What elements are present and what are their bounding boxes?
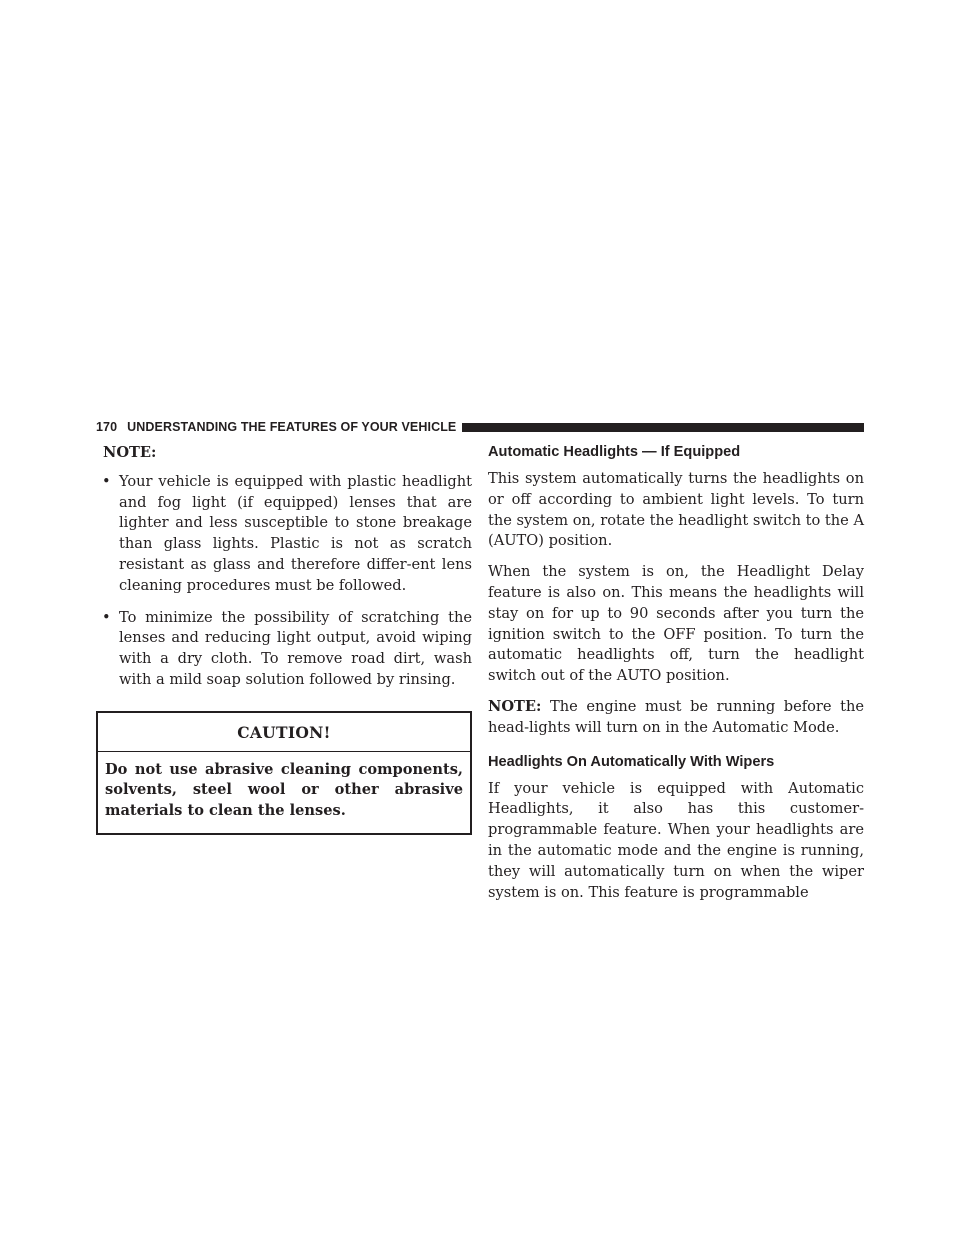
bullet-icon: • <box>102 472 111 490</box>
paragraph: If your vehicle is equipped with Automatic Headlights, it also has this customer-programmable feature. When your headlights are in the automatic mode and the engine is running, they will automatically turn on when the wiper system is on. This feature is programmable <box>488 779 864 901</box>
note-label: NOTE: <box>488 697 542 715</box>
section-title: UNDERSTANDING THE FEATURES OF YOUR VEHICLE <box>127 420 457 434</box>
heading-automatic-headlights: Automatic Headlights — If Equipped <box>488 444 741 460</box>
list-item <box>96 608 472 691</box>
caution-body: Do not use abrasive cleaning components, solvents, steel wool or other abrasive materials to clean the lenses. <box>105 760 463 820</box>
left-column <box>96 443 472 835</box>
page-header <box>96 419 864 435</box>
header-rule <box>462 423 864 432</box>
note-text: The engine must be running before the head-lights will turn on in the Automatic Mode. <box>488 697 864 736</box>
bullet-text: To minimize the possibility of scratching the lenses and reducing light output, avoid wiping with a dry cloth. To remove road dirt, wash with a mild soap solution followed by rinsing. <box>119 608 472 688</box>
bullet-icon: • <box>102 608 111 626</box>
heading-headlights-with-wipers: Headlights On Automatically With Wipers <box>488 753 775 770</box>
caution-title: CAUTION! <box>98 713 470 752</box>
paragraph: When the system is on, the Headlight Delay feature is also on. This means the headlights will stay on for up to 90 seconds after you turn the ignition switch to the OFF position. To turn the automatic headlights off, turn the headlight switch out of the AUTO position. <box>488 563 864 685</box>
note-heading: NOTE: <box>103 444 157 461</box>
bullet-text: Your vehicle is equipped with plastic headlight and fog light (if equipped) lenses that are lighter and less susceptible to stone breakage than glass lights. Plastic is not as scratch resistant as glass and therefore differ-ent lens cleaning procedures must be followed. <box>119 472 472 594</box>
list-item <box>96 472 472 597</box>
note-bullet-list <box>96 472 472 691</box>
caution-box <box>96 711 472 835</box>
paragraph: This system automatically turns the headlights on or off according to ambient light levels. To turn the system on, rotate the headlight switch to the A (AUTO) position. <box>488 470 864 550</box>
right-column <box>488 443 864 913</box>
note-paragraph <box>488 697 864 739</box>
page-number: 170 <box>96 420 118 434</box>
